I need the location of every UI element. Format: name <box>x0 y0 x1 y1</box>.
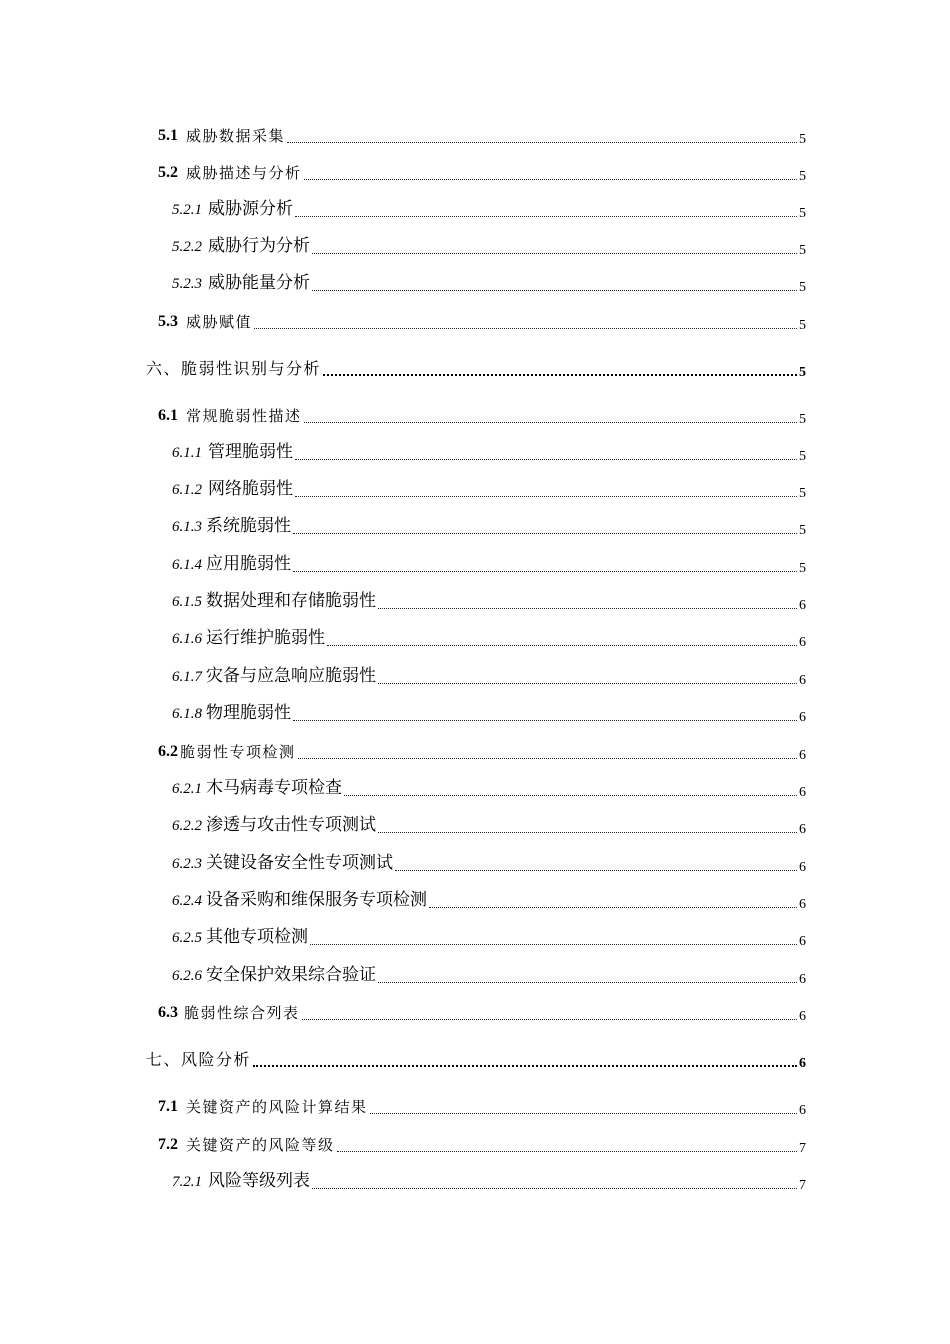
dot-leader <box>370 1112 797 1114</box>
toc-number: 6.2 <box>158 743 178 760</box>
toc-entry[interactable] <box>172 1166 806 1193</box>
toc-page-number: 5 <box>799 318 806 333</box>
toc-page-number: 6 <box>799 635 806 650</box>
toc-entry[interactable] <box>172 810 806 837</box>
dot-leader <box>254 327 797 329</box>
toc-entry[interactable] <box>172 268 806 295</box>
toc-entry[interactable] <box>146 353 806 380</box>
toc-number: 6.1 <box>158 407 178 424</box>
toc-number: 5.3 <box>158 313 178 330</box>
toc-number: 6.2.3 <box>172 856 202 872</box>
toc-page-number: 5 <box>799 169 806 184</box>
dot-leader <box>298 757 797 759</box>
toc-title: 威胁数据采集 <box>186 127 286 145</box>
toc-title: 威胁赋值 <box>186 313 253 331</box>
dot-leader <box>312 1187 797 1189</box>
toc-page-number: 6 <box>799 710 806 725</box>
dot-leader <box>304 421 797 423</box>
toc-entry[interactable] <box>172 848 806 875</box>
toc-page-number: 6 <box>799 673 806 688</box>
toc-entry[interactable] <box>158 997 806 1024</box>
toc-title: 木马病毒专项检查 <box>206 778 342 798</box>
toc-title: 数据处理和存储脆弱性 <box>206 591 376 611</box>
toc-title: 威胁行为分析 <box>208 236 310 256</box>
toc-page-number: 6 <box>799 860 806 875</box>
toc-number: 7.2 <box>158 1136 178 1153</box>
toc-entry[interactable] <box>172 773 806 800</box>
toc-entry[interactable] <box>172 194 806 221</box>
toc-entry[interactable] <box>158 1129 806 1156</box>
toc-title: 威胁能量分析 <box>208 273 310 293</box>
toc-number: 6.1.4 <box>172 557 202 573</box>
toc-page-number: 6 <box>799 822 806 837</box>
toc-page-number: 6 <box>799 1103 806 1118</box>
dot-leader <box>327 644 797 646</box>
toc-page-number: 5 <box>799 561 806 576</box>
dot-leader <box>395 869 797 871</box>
dot-leader <box>293 719 797 721</box>
dot-leader <box>312 252 797 254</box>
toc-number: 7.2.1 <box>172 1174 202 1190</box>
toc-title: 常规脆弱性描述 <box>186 407 302 425</box>
toc-page-number: 5 <box>799 486 806 501</box>
toc-page-number: 5 <box>799 523 806 538</box>
toc-number: 6.1.3 <box>172 519 202 535</box>
toc-title: 其他专项检测 <box>206 927 308 947</box>
dot-leader <box>378 831 797 833</box>
toc-entry[interactable] <box>172 549 806 576</box>
toc-entry[interactable] <box>158 736 806 763</box>
toc-title: 威胁描述与分析 <box>186 164 302 182</box>
toc-title: 管理脆弱性 <box>208 442 293 462</box>
toc-number: 5.2 <box>158 164 178 181</box>
toc-page-number: 5 <box>799 365 806 380</box>
toc-entry[interactable] <box>158 306 806 333</box>
dot-leader <box>253 1064 797 1067</box>
dot-leader <box>310 943 797 945</box>
toc-entry[interactable] <box>172 586 806 613</box>
toc-number: 5.1 <box>158 127 178 144</box>
toc-title: 网络脆弱性 <box>208 479 293 499</box>
toc-title: 应用脆弱性 <box>206 554 291 574</box>
toc-page-number: 6 <box>799 785 806 800</box>
toc-title: 威胁源分析 <box>208 199 293 219</box>
toc-entry[interactable] <box>172 474 806 501</box>
toc-title: 渗透与攻击性专项测试 <box>206 815 376 835</box>
dot-leader <box>304 178 797 180</box>
toc-title: 关键资产的风险计算结果 <box>186 1098 368 1116</box>
toc-number: 5.2.3 <box>172 276 202 292</box>
toc-number: 6.2.4 <box>172 893 202 909</box>
toc-entry[interactable] <box>172 922 806 949</box>
dot-leader <box>293 532 797 534</box>
toc-number: 6.2.2 <box>172 818 202 834</box>
toc-page-number: 5 <box>799 206 806 221</box>
dot-leader <box>302 1018 797 1020</box>
toc-page-number: 5 <box>799 280 806 295</box>
toc-page-number: 6 <box>799 897 806 912</box>
toc-entry[interactable] <box>158 1091 806 1118</box>
dot-leader <box>429 906 797 908</box>
toc-title: 脆弱性综合列表 <box>184 1004 300 1022</box>
toc-entry[interactable] <box>172 698 806 725</box>
toc-number: 6.2.1 <box>172 781 202 797</box>
toc-page-number: 6 <box>799 972 806 987</box>
toc-number: 6.1.1 <box>172 445 202 461</box>
toc-entry[interactable] <box>172 511 806 538</box>
toc-page-number: 5 <box>799 412 806 427</box>
toc-entry[interactable] <box>172 437 806 464</box>
toc-entry[interactable] <box>172 661 806 688</box>
toc-title: 安全保护效果综合验证 <box>206 965 376 985</box>
toc-title: 关键设备安全性专项测试 <box>206 853 393 873</box>
toc-number: 5.2.1 <box>172 202 202 218</box>
dot-leader <box>344 794 797 796</box>
toc-number: 6.1.6 <box>172 631 202 647</box>
dot-leader <box>312 289 797 291</box>
toc-page-number: 5 <box>799 132 806 147</box>
toc-page-number: 5 <box>799 243 806 258</box>
toc-number: 7.1 <box>158 1098 178 1115</box>
dot-leader <box>295 458 797 460</box>
toc-page-number: 7 <box>799 1141 806 1156</box>
toc-entry[interactable] <box>158 400 806 427</box>
toc-title: 六、脆弱性识别与分析 <box>146 359 322 378</box>
toc-page-number: 5 <box>799 449 806 464</box>
toc-page-number: 6 <box>799 598 806 613</box>
toc-number: 6.1.5 <box>172 594 202 610</box>
toc-number: 6.2.6 <box>172 968 202 984</box>
dot-leader <box>287 141 797 143</box>
toc-entry[interactable] <box>158 120 806 147</box>
toc-entry[interactable] <box>172 885 806 912</box>
toc-title: 灾备与应急响应脆弱性 <box>206 666 376 686</box>
toc-title: 物理脆弱性 <box>206 703 291 723</box>
toc-page-number: 7 <box>799 1178 806 1193</box>
dot-leader <box>323 373 797 376</box>
dot-leader <box>337 1150 797 1152</box>
toc-title: 系统脆弱性 <box>206 516 291 536</box>
dot-leader <box>378 682 797 684</box>
dot-leader <box>378 607 797 609</box>
toc-entry[interactable] <box>172 623 806 650</box>
toc-number: 6.1.7 <box>172 669 202 685</box>
toc-entry[interactable] <box>172 960 806 987</box>
toc-number: 6.1.2 <box>172 482 202 498</box>
toc-number: 6.3 <box>158 1004 178 1021</box>
toc-page-number: 6 <box>799 748 806 763</box>
toc-number: 6.2.5 <box>172 930 202 946</box>
toc-entry[interactable] <box>158 157 806 184</box>
toc-entry[interactable] <box>172 231 806 258</box>
toc-page-number: 6 <box>799 1056 806 1071</box>
toc-page-number: 6 <box>799 934 806 949</box>
toc-title: 风险等级列表 <box>208 1171 310 1191</box>
toc-number: 6.1.8 <box>172 706 202 722</box>
dot-leader <box>378 981 797 983</box>
toc-number: 5.2.2 <box>172 239 202 255</box>
dot-leader <box>293 570 797 572</box>
toc-title: 设备采购和维保服务专项检测 <box>206 890 427 910</box>
toc-title: 运行维护脆弱性 <box>206 628 325 648</box>
dot-leader <box>295 495 797 497</box>
toc-title: 关键资产的风险等级 <box>186 1136 335 1154</box>
toc-entry[interactable] <box>146 1044 806 1071</box>
toc-page-number: 6 <box>799 1009 806 1024</box>
dot-leader <box>295 215 797 217</box>
toc-title: 七、风险分析 <box>146 1050 252 1069</box>
toc-title: 脆弱性专项检测 <box>180 743 296 761</box>
